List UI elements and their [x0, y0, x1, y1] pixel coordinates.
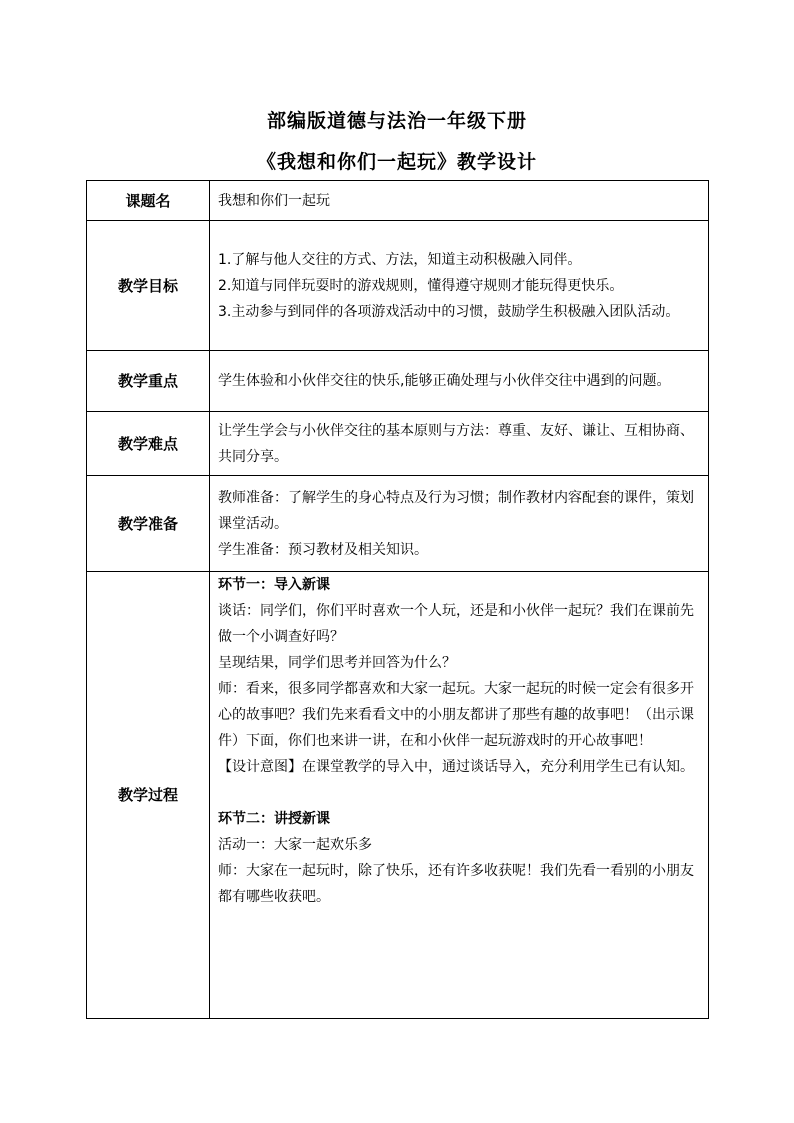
process-paragraph: 师：大家在一起玩时，除了快乐，还有许多收获呢！我们先看一看别的小朋友都有哪些收获吧。	[218, 863, 694, 905]
process-content	[210, 572, 709, 1019]
key-points-text: 学生体验和小伙伴交往的快乐,能够正确处理与小伙伴交往中遇到的问题。	[218, 373, 671, 389]
topic-text: 我想和你们一起玩	[218, 192, 330, 209]
objective-item: 2.知道与同伴玩耍时的游戏规则，懂得遵守规则才能玩得更快乐。	[218, 277, 624, 294]
process-paragraph: 师：看来，很多同学都喜欢和大家一起玩。大家一起玩的时候一定会有很多开心的故事吧？我们先来看看文中的小朋友都讲了那些有趣的故事吧！（出示课件）下面，你们也来讲一讲，在和小伙伴一起玩游戏时的开心故事吧！	[218, 681, 694, 749]
table-row-objectives	[87, 221, 709, 351]
teacher-preparation: 教师准备：了解学生的身心特点及行为习惯；制作教材内容配套的课件，策划课堂活动。	[218, 489, 694, 532]
section-2-title: 环节二：讲授新课	[218, 811, 330, 827]
row-label-topic: 课题名	[87, 181, 210, 221]
activity-title: 活动一：大家一起欢乐多	[218, 837, 372, 853]
section-1-title: 环节一：导入新课	[218, 577, 330, 593]
table-row-difficulties	[87, 412, 709, 476]
student-preparation: 学生准备：预习教材及相关知识。	[218, 541, 428, 558]
process-paragraph: 呈现结果，同学们思考并回答为什么？	[218, 655, 456, 671]
document-subtitle: 《我想和你们一起玩》教学设计	[256, 151, 537, 173]
table-row-process	[87, 572, 709, 1019]
blank-line	[218, 780, 702, 806]
row-label-preparation: 教学准备	[87, 476, 210, 572]
difficulties-content	[210, 412, 709, 476]
objective-item: 1.了解与他人交往的方式、方法，知道主动积极融入同伴。	[218, 251, 582, 268]
difficulties-text: 让学生学会与小伙伴交往的基本原则与方法：尊重、友好、谦让、互相协商、共同分享。	[218, 422, 694, 465]
row-label-difficulties: 教学难点	[87, 412, 210, 476]
table-row-preparation	[87, 476, 709, 572]
document-title: 部编版道德与法治一年级下册	[266, 110, 527, 132]
design-intent: 【设计意图】在课堂教学的导入中，通过谈话导入，充分利用学生已有认知。	[218, 759, 694, 775]
table-row-key-points	[87, 351, 709, 412]
preparation-content	[210, 476, 709, 572]
topic-content	[210, 181, 709, 221]
key-points-content	[210, 351, 709, 412]
process-paragraph: 谈话：同学们，你们平时喜欢一个人玩，还是和小伙伴一起玩？我们在课前先做一个小调查好吗？	[218, 603, 694, 645]
row-label-key-points: 教学重点	[87, 351, 210, 412]
row-label-objectives: 教学目标	[87, 221, 210, 351]
objective-item: 3.主动参与到同伴的各项游戏活动中的习惯，鼓励学生积极融入团队活动。	[218, 303, 680, 320]
row-label-process: 教学过程	[87, 572, 210, 1019]
table-row-topic	[87, 181, 709, 221]
lesson-plan-table	[86, 180, 709, 1019]
objectives-content	[210, 221, 709, 351]
